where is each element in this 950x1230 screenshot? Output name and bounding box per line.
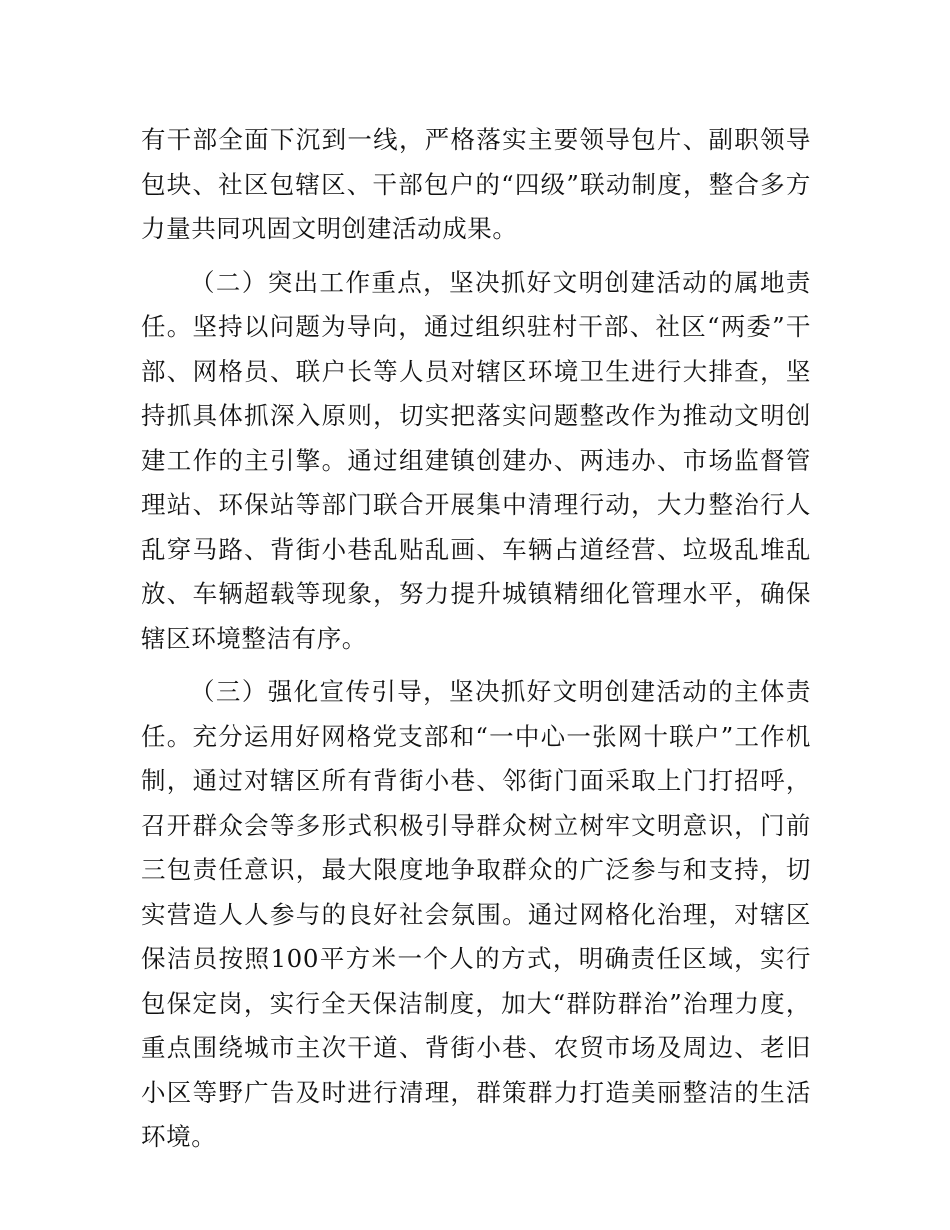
paragraph-continuation: 有干部全面下沉到一线，严格落实主要领导包片、副职领导包块、社区包辖区、干部包户的“四级”联动制度，整合多方力量共同巩固文明创建活动成果。: [141, 125, 811, 243]
paragraph-section-three: （三）强化宣传引导，坚决抓好文明创建活动的主体责任。充分运用好网格党支部和“一中心一张网十联户”工作机制，通过对辖区所有背街小巷、邻街门面采取上门打招呼，召开群众会等多形式积极引导群众树立树牢文明意识，门前三包责任意识，最大限度地争取群众的广泛参与和支持，切实营造人人参与的良好社会氛围。通过网格化治理，对辖区保洁员按照100平方米一个人的方式，明确责任区域，实行包保定岗，实行全天保洁制度，加大“群防群治”治理力度，重点围绕城市主次干道、背街小巷、农贸市场及周边、老旧小区等野广告及时进行清理，群策群力打造美丽整洁的生活环境。: [141, 677, 811, 1151]
document-body: [141, 118, 811, 1160]
paragraph-section-two: （二）突出工作重点，坚决抓好文明创建活动的属地责任。坚持以问题为导向，通过组织驻村干部、社区“两委”干部、网格员、联户长等人员对辖区环境卫生进行大排查，坚持抓具体抓深入原则，切实把落实问题整改作为推动文明创建工作的主引擎。通过组建镇创建办、两违办、市场监督管理站、环保站等部门联合开展集中清理行动，大力整治行人乱穿马路、背街小巷乱贴乱画、车辆占道经营、垃圾乱堆乱放、车辆超载等现象，努力提升城镇精细化管理水平，确保辖区环境整洁有序。: [141, 267, 811, 653]
